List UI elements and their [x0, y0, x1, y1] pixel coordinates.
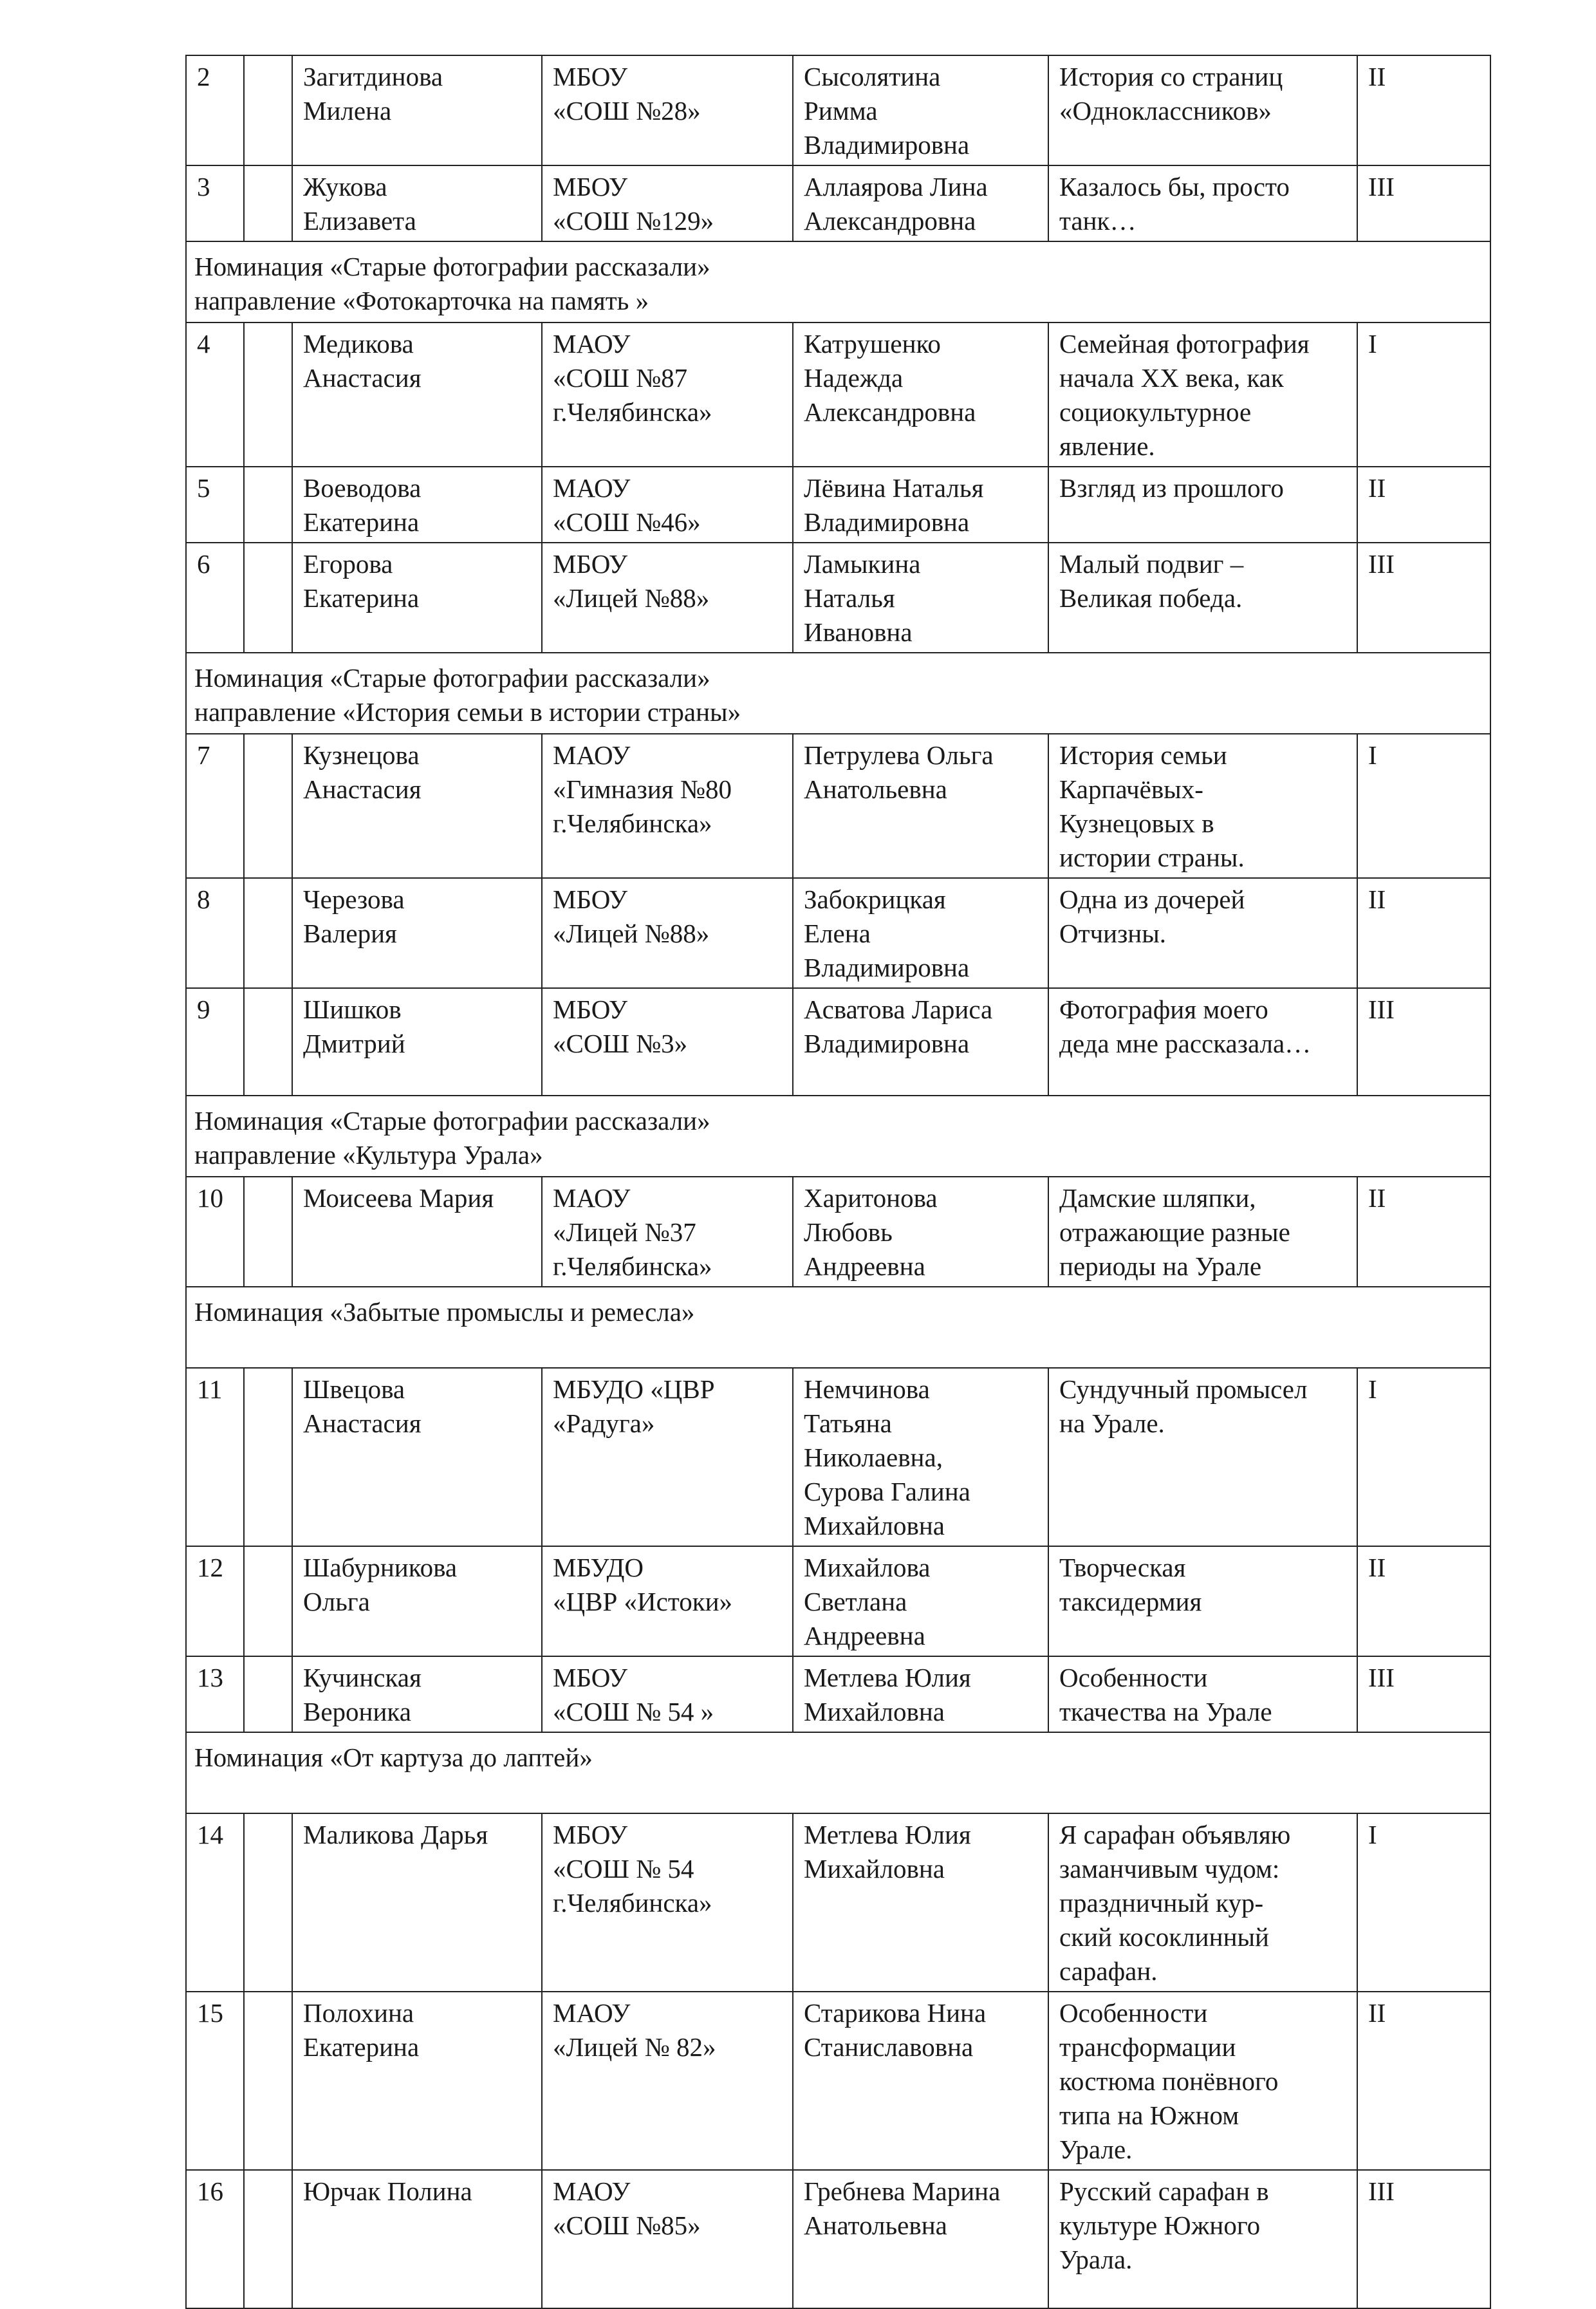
place-award: III [1357, 1656, 1490, 1732]
nomination-heading [186, 1096, 1490, 1177]
teacher-line: Сурова Галина [804, 1477, 970, 1506]
teacher-line: Владимировна [804, 507, 970, 537]
participant-line: Егорова [303, 549, 393, 579]
empty-cell [244, 55, 292, 165]
school-line: «Лицей №88» [553, 583, 710, 613]
teacher-line: Михайловна [804, 1697, 945, 1726]
participant-line: Черезова [303, 884, 405, 914]
topic-line: деда мне рассказала… [1059, 1029, 1312, 1058]
section-row [186, 241, 1490, 323]
participant-name [292, 1992, 542, 2170]
school-line: МБОУ [553, 172, 628, 201]
row-number: 2 [186, 55, 244, 165]
place-award: III [1357, 2170, 1490, 2308]
participant-name [292, 2170, 542, 2308]
topic-line: Особенности [1059, 1663, 1208, 1692]
table-row [186, 1656, 1490, 1732]
teacher-line: Сысолятина [804, 62, 941, 91]
teacher-name [793, 988, 1048, 1096]
section-row [186, 1732, 1490, 1813]
place-award: II [1357, 1992, 1490, 2170]
topic-line: праздничный кур- [1059, 1888, 1264, 1918]
empty-cell [244, 1813, 292, 1992]
school-name [542, 1368, 793, 1546]
participant-line: Жукова [303, 172, 387, 201]
teacher-line: Анатольевна [804, 2211, 947, 2240]
topic-line: История семьи [1059, 740, 1227, 770]
topic-line: Я сарафан объявляю [1059, 1820, 1291, 1849]
school-line: «ЦВР «Истоки» [553, 1587, 733, 1616]
nomination-line: Номинация «От картуза до лаптей» [194, 1743, 593, 1772]
school-line: «СОШ №87 [553, 363, 688, 393]
nomination-line: направление «Фотокарточка на память » [194, 286, 649, 315]
participant-name [292, 1368, 542, 1546]
teacher-line: Петрулева Ольга [804, 740, 994, 770]
topic-line: периоды на Урале [1059, 1251, 1262, 1281]
school-name [542, 543, 793, 653]
participant-name [292, 734, 542, 878]
participant-line: Анастасия [303, 363, 422, 393]
empty-cell [244, 165, 292, 241]
place-award: III [1357, 543, 1490, 653]
empty-cell [244, 1177, 292, 1287]
nomination-line: направление «История семьи в истории страны» [194, 697, 741, 727]
topic-line: трансформации [1059, 2032, 1236, 2062]
place-award: III [1357, 165, 1490, 241]
place-award: I [1357, 1813, 1490, 1992]
school-line: «Гимназия №80 [553, 774, 732, 804]
topic-line: Одна из дочерей [1059, 884, 1245, 914]
school-line: г.Челябинска» [553, 397, 712, 427]
nomination-heading [186, 241, 1490, 323]
teacher-line: Андреевна [804, 1251, 925, 1281]
school-line: МБОУ [553, 884, 628, 914]
teacher-line: Катрушенко [804, 329, 941, 359]
topic-line: Сундучный промысел [1059, 1374, 1308, 1404]
school-line: «Лицей №88» [553, 919, 710, 948]
teacher-name [793, 1177, 1048, 1287]
school-line: МАОУ [553, 2176, 631, 2206]
nomination-line [194, 1329, 1482, 1363]
participant-line: Екатерина [303, 507, 420, 537]
row-number: 8 [186, 878, 244, 988]
work-topic [1048, 1656, 1357, 1732]
empty-cell [244, 323, 292, 467]
topic-line: типа на Южном [1059, 2100, 1239, 2130]
empty-cell [244, 467, 292, 543]
participant-name [292, 543, 542, 653]
table-row [186, 734, 1490, 878]
participant-line: Юрчак Полина [303, 2176, 472, 2206]
participant-line: Ольга [303, 1587, 370, 1616]
nomination-line: Номинация «Старые фотографии рассказали» [194, 252, 710, 281]
participant-line: Швецова [303, 1374, 405, 1404]
topic-line: истории страны. [1059, 843, 1245, 872]
topic-line: Дамские шляпки, [1059, 1183, 1256, 1213]
table-body [186, 55, 1490, 2308]
school-line: «СОШ №85» [553, 2211, 701, 2240]
teacher-name [793, 1368, 1048, 1546]
row-number: 14 [186, 1813, 244, 1992]
participant-line: Шишков [303, 995, 402, 1024]
work-topic [1048, 165, 1357, 241]
row-number: 6 [186, 543, 244, 653]
table-row [186, 1992, 1490, 2170]
participant-line: Воеводова [303, 473, 422, 503]
row-number: 13 [186, 1656, 244, 1732]
topic-line: социокультурное [1059, 397, 1252, 427]
place-award: II [1357, 55, 1490, 165]
teacher-name [793, 323, 1048, 467]
teacher-line: Любовь [804, 1217, 893, 1247]
participant-name [292, 165, 542, 241]
school-line: МБОУ [553, 1820, 628, 1849]
section-row [186, 1096, 1490, 1177]
results-table [185, 55, 1491, 2309]
participant-line: Екатерина [303, 583, 420, 613]
work-topic [1048, 734, 1357, 878]
topic-line: Русский сарафан в [1059, 2176, 1269, 2206]
teacher-line: Александровна [804, 397, 976, 427]
place-award: II [1357, 467, 1490, 543]
school-line: «СОШ №3» [553, 1029, 688, 1058]
participant-line: Моисеева Мария [303, 1183, 494, 1213]
work-topic [1048, 1177, 1357, 1287]
participant-line: Кузнецова [303, 740, 420, 770]
school-name [542, 1546, 793, 1656]
empty-cell [244, 734, 292, 878]
school-line: «СОШ №129» [553, 206, 714, 236]
teacher-line: Владимировна [804, 1029, 970, 1058]
work-topic [1048, 1368, 1357, 1546]
table-row [186, 1368, 1490, 1546]
work-topic [1048, 467, 1357, 543]
topic-line: ткачества на Урале [1059, 1697, 1272, 1726]
participant-line: Екатерина [303, 2032, 420, 2062]
school-name [542, 988, 793, 1096]
row-number: 16 [186, 2170, 244, 2308]
school-line: МБОУ [553, 995, 628, 1024]
teacher-line: Харитонова [804, 1183, 938, 1213]
school-line: МАОУ [553, 740, 631, 770]
row-number: 9 [186, 988, 244, 1096]
teacher-line: Михайловна [804, 1854, 945, 1884]
table-row [186, 988, 1490, 1096]
topic-line: «Одноклассников» [1059, 96, 1272, 126]
school-line: МАОУ [553, 329, 631, 359]
table-row [186, 1546, 1490, 1656]
school-name [542, 2170, 793, 2308]
row-number: 5 [186, 467, 244, 543]
participant-name [292, 323, 542, 467]
empty-cell [244, 543, 292, 653]
teacher-line: Елена [804, 919, 871, 948]
table-row [186, 467, 1490, 543]
teacher-name [793, 1813, 1048, 1992]
teacher-line: Метлева Юлия [804, 1820, 971, 1849]
teacher-line: Аллаярова Лина [804, 172, 988, 201]
participant-line: Загитдинова [303, 62, 443, 91]
topic-line: культуре Южного [1059, 2211, 1261, 2240]
work-topic [1048, 55, 1357, 165]
participant-name [292, 467, 542, 543]
school-line: «СОШ № 54 [553, 1854, 694, 1884]
school-line: МБУДО [553, 1553, 644, 1582]
empty-cell [244, 878, 292, 988]
nomination-line [194, 1775, 1482, 1809]
teacher-name [793, 165, 1048, 241]
school-line: МБОУ [553, 1663, 628, 1692]
school-line: «СОШ №28» [553, 96, 701, 126]
empty-cell [244, 1992, 292, 2170]
empty-cell [244, 1656, 292, 1732]
topic-line: Малый подвиг – [1059, 549, 1244, 579]
section-row [186, 653, 1490, 734]
place-award: II [1357, 878, 1490, 988]
participant-name [292, 1177, 542, 1287]
participant-name [292, 1656, 542, 1732]
empty-cell [244, 1546, 292, 1656]
teacher-name [793, 2170, 1048, 2308]
school-name [542, 734, 793, 878]
participant-name [292, 878, 542, 988]
topic-line: таксидермия [1059, 1587, 1202, 1616]
teacher-name [793, 1992, 1048, 2170]
work-topic [1048, 1546, 1357, 1656]
participant-name [292, 1546, 542, 1656]
topic-line: Казалось бы, просто [1059, 172, 1290, 201]
nomination-line: Номинация «Забытые промыслы и ремесла» [194, 1297, 695, 1327]
topic-line: Кузнецовых в [1059, 809, 1214, 838]
participant-line: Полохина [303, 1998, 414, 2028]
school-name [542, 323, 793, 467]
section-row [186, 1287, 1490, 1368]
teacher-line: Метлева Юлия [804, 1663, 971, 1692]
teacher-line: Надежда [804, 363, 904, 393]
participant-name [292, 55, 542, 165]
place-award: I [1357, 323, 1490, 467]
topic-line: Урала. [1059, 2245, 1133, 2274]
school-line: «СОШ №46» [553, 507, 701, 537]
teacher-line: Татьяна [804, 1408, 892, 1438]
participant-line: Кучинская [303, 1663, 422, 1692]
school-name [542, 1992, 793, 2170]
work-topic [1048, 988, 1357, 1096]
teacher-name [793, 55, 1048, 165]
topic-line: костюма понёвного [1059, 2066, 1279, 2096]
topic-line: отражающие разные [1059, 1217, 1290, 1247]
work-topic [1048, 878, 1357, 988]
topic-line: История со страниц [1059, 62, 1283, 91]
row-number: 4 [186, 323, 244, 467]
work-topic [1048, 1813, 1357, 1992]
school-line: МБОУ [553, 549, 628, 579]
teacher-name [793, 1656, 1048, 1732]
teacher-line: Владимировна [804, 130, 970, 160]
nomination-line: Номинация «Старые фотографии рассказали» [194, 1106, 710, 1136]
place-award: I [1357, 734, 1490, 878]
participant-line: Маликова Дарья [303, 1820, 488, 1849]
table-row [186, 165, 1490, 241]
topic-line: Взгляд из прошлого [1059, 473, 1284, 503]
teacher-name [793, 734, 1048, 878]
topic-line: Отчизны. [1059, 919, 1167, 948]
nomination-line: Номинация «Старые фотографии рассказали» [194, 663, 710, 693]
teacher-line: Анатольевна [804, 774, 947, 804]
teacher-line: Ивановна [804, 617, 913, 647]
work-topic [1048, 543, 1357, 653]
participant-name [292, 988, 542, 1096]
topic-line: Урале. [1059, 2135, 1133, 2164]
school-line: «Лицей № 82» [553, 2032, 716, 2062]
participant-line: Медикова [303, 329, 414, 359]
school-line: МАОУ [553, 1998, 631, 2028]
teacher-line: Михайловна [804, 1511, 945, 1540]
topic-line: Особенности [1059, 1998, 1208, 2028]
school-line: «Радуга» [553, 1408, 655, 1438]
school-name [542, 467, 793, 543]
teacher-name [793, 878, 1048, 988]
teacher-line: Римма [804, 96, 878, 126]
empty-cell [244, 988, 292, 1096]
topic-line: танк… [1059, 206, 1137, 236]
topic-line: Творческая [1059, 1553, 1186, 1582]
place-award: III [1357, 988, 1490, 1096]
teacher-line: Станиславовна [804, 2032, 974, 2062]
participant-line: Анастасия [303, 774, 422, 804]
school-line: г.Челябинска» [553, 809, 712, 838]
row-number: 7 [186, 734, 244, 878]
row-number: 10 [186, 1177, 244, 1287]
topic-line: на Урале. [1059, 1408, 1165, 1438]
teacher-line: Михайлова [804, 1553, 931, 1582]
school-line: МАОУ [553, 1183, 631, 1213]
school-line: МАОУ [553, 473, 631, 503]
topic-line: явление. [1059, 431, 1155, 461]
participant-line: Валерия [303, 919, 397, 948]
teacher-line: Забокрицкая [804, 884, 946, 914]
participant-line: Дмитрий [303, 1029, 405, 1058]
school-name [542, 1177, 793, 1287]
teacher-line: Ламыкина [804, 549, 921, 579]
school-line: МБУДО «ЦВР [553, 1374, 715, 1404]
topic-line: ский косоклинный [1059, 1922, 1269, 1952]
school-line: МБОУ [553, 62, 628, 91]
place-award: II [1357, 1546, 1490, 1656]
teacher-line: Старикова Нина [804, 1998, 987, 2028]
topic-line: Семейная фотография [1059, 329, 1310, 359]
work-topic [1048, 2170, 1357, 2308]
place-award: I [1357, 1368, 1490, 1546]
nomination-heading [186, 653, 1490, 734]
school-name [542, 55, 793, 165]
work-topic [1048, 323, 1357, 467]
teacher-line: Александровна [804, 206, 976, 236]
teacher-line: Николаевна, [804, 1443, 943, 1472]
table-row [186, 1177, 1490, 1287]
school-name [542, 878, 793, 988]
row-number: 11 [186, 1368, 244, 1546]
participant-line: Шабурникова [303, 1553, 458, 1582]
place-award: II [1357, 1177, 1490, 1287]
teacher-line: Светлана [804, 1587, 907, 1616]
nomination-line: направление «Культура Урала» [194, 1140, 543, 1170]
teacher-line: Владимировна [804, 953, 970, 982]
teacher-name [793, 467, 1048, 543]
teacher-line: Асватова Лариса [804, 995, 993, 1024]
topic-line: сарафан. [1059, 1956, 1158, 1986]
participant-line: Милена [303, 96, 392, 126]
school-name [542, 165, 793, 241]
teacher-line: Немчинова [804, 1374, 930, 1404]
table-row [186, 323, 1490, 467]
participant-name [292, 1813, 542, 1992]
topic-line: заманчивым чудом: [1059, 1854, 1280, 1884]
empty-cell [244, 2170, 292, 2308]
participant-line: Анастасия [303, 1408, 422, 1438]
nomination-heading [186, 1732, 1490, 1813]
empty-cell [244, 1368, 292, 1546]
work-topic [1048, 1992, 1357, 2170]
teacher-line: Наталья [804, 583, 895, 613]
topic-line: Фотография моего [1059, 995, 1268, 1024]
row-number: 15 [186, 1992, 244, 2170]
table-row [186, 2170, 1490, 2308]
table-row [186, 55, 1490, 165]
row-number: 3 [186, 165, 244, 241]
school-line: «СОШ № 54 » [553, 1697, 714, 1726]
teacher-line: Андреевна [804, 1621, 925, 1650]
table-row [186, 878, 1490, 988]
school-line: «Лицей №37 [553, 1217, 696, 1247]
teacher-line: Гребнева Марина [804, 2176, 1001, 2206]
teacher-name [793, 543, 1048, 653]
teacher-line: Лёвина Наталья [804, 473, 984, 503]
school-line: г.Челябинска» [553, 1888, 712, 1918]
table-row [186, 1813, 1490, 1992]
topic-line: начала XX века, как [1059, 363, 1284, 393]
teacher-name [793, 1546, 1048, 1656]
topic-line: Великая победа. [1059, 583, 1243, 613]
topic-line: Карпачёвых- [1059, 774, 1203, 804]
participant-line: Елизавета [303, 206, 416, 236]
nomination-heading [186, 1287, 1490, 1368]
school-name [542, 1813, 793, 1992]
row-number: 12 [186, 1546, 244, 1656]
table-row [186, 543, 1490, 653]
participant-line: Вероника [303, 1697, 411, 1726]
school-name [542, 1656, 793, 1732]
school-line: г.Челябинска» [553, 1251, 712, 1281]
